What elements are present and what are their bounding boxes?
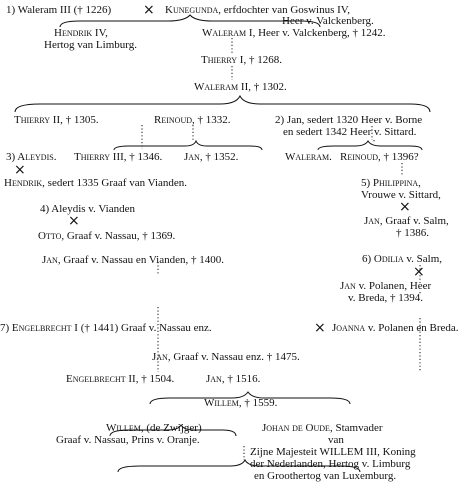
marriage-symbol: × <box>143 2 155 18</box>
jan-salm: Jan, Graaf v. Salm, <box>364 215 449 227</box>
willem-title: Graaf v. Nassau, Prins v. Oranje. <box>56 434 200 446</box>
marriage-symbol: × <box>399 199 411 215</box>
jan-1352: Jan, † 1352. <box>184 151 239 163</box>
reinoud-1396: Reinoud, † 1396? <box>340 151 419 163</box>
willem-zwijger: Willem, (de Zwijger) <box>106 422 202 434</box>
philippina: 5) Philippina, <box>361 177 421 189</box>
reinoud-1332: Reinoud, † 1332. <box>154 114 231 126</box>
jan-salm-death: † 1386. <box>396 227 429 239</box>
jan-1475: Jan, Graaf v. Nassau enz. † 1475. <box>152 351 300 363</box>
otto: Otto, Graaf v. Nassau, † 1369. <box>38 230 176 242</box>
thierry2: Thierry II, † 1305. <box>14 114 99 126</box>
jan-nassau-vianden: Jan, Graaf v. Nassau en Vianden, † 1400. <box>42 254 224 266</box>
willem3-line3: en Groothertog van Luxemburg. <box>254 470 397 482</box>
johan-van: van <box>328 434 344 446</box>
brace-gen6 <box>114 141 262 150</box>
waleram-6: Waleram. <box>285 151 332 163</box>
marriage-symbol: × <box>68 213 80 229</box>
jan-borne: 2) Jan, sedert 1320 Heer v. Borne <box>275 114 423 126</box>
engelbrecht2: Engelbrecht II, † 1504. <box>66 373 175 385</box>
waleram3: 1) Waleram III († 1226) <box>6 4 112 16</box>
brace-gen1 <box>60 15 320 27</box>
aleydis-vianden: 4) Aleydis v. Vianden <box>40 203 135 215</box>
jan-polanen-desc2: v. Breda, † 1394. <box>348 292 424 304</box>
kunegunda: Kunegunda, erfdochter van Goswinus IV, <box>165 4 351 16</box>
marriage-symbol: × <box>413 264 425 280</box>
waleram1: Waleram I, Heer v. Valckenberg, † 1242. <box>202 27 386 39</box>
thierry1: Thierry I, † 1268. <box>201 54 282 66</box>
hendrik-vianden: Hendrik, sedert 1335 Graaf van Vianden. <box>4 177 188 189</box>
thierry3: Thierry III, † 1346. <box>74 151 163 163</box>
brace-gen5 <box>15 96 430 112</box>
willem-1559: Willem, † 1559. <box>204 397 278 409</box>
waleram2: Waleram II, † 1302. <box>194 81 287 93</box>
odilia: 6) Odilia v. Salm, <box>362 253 443 265</box>
aleydis-3: 3) Aleydis. <box>6 151 57 163</box>
johan-de-oude: Johan de Oude, Stamvader <box>262 422 383 434</box>
jan-1516: Jan, † 1516. <box>206 373 261 385</box>
joanna: Joanna v. Polanen en Breda. <box>332 322 459 334</box>
kunegunda-desc2: Heer v. Valckenberg. <box>282 15 374 27</box>
marriage-symbol: × <box>314 320 326 336</box>
brace-gen6b <box>318 141 422 150</box>
hendrik4: Hendrik IV, <box>54 27 108 39</box>
engelbrecht1: 7) Engelbrecht I († 1441) Graaf v. Nassau enz. <box>0 322 212 334</box>
jan-polanen: Jan v. Polanen, Heer <box>340 280 432 292</box>
jan-sittard: en sedert 1342 Heer v. Sittard. <box>283 126 417 138</box>
marriage-symbol: × <box>14 162 26 178</box>
hendrik4-title: Hertog van Limburg. <box>44 39 137 51</box>
willem3-line1: Zijne Majesteit WILLEM III, Koning <box>250 446 416 458</box>
philippina-desc: Vrouwe v. Sittard, <box>361 189 441 201</box>
willem3-line2: der Nederlanden, Hertog v. Limburg <box>250 458 411 470</box>
